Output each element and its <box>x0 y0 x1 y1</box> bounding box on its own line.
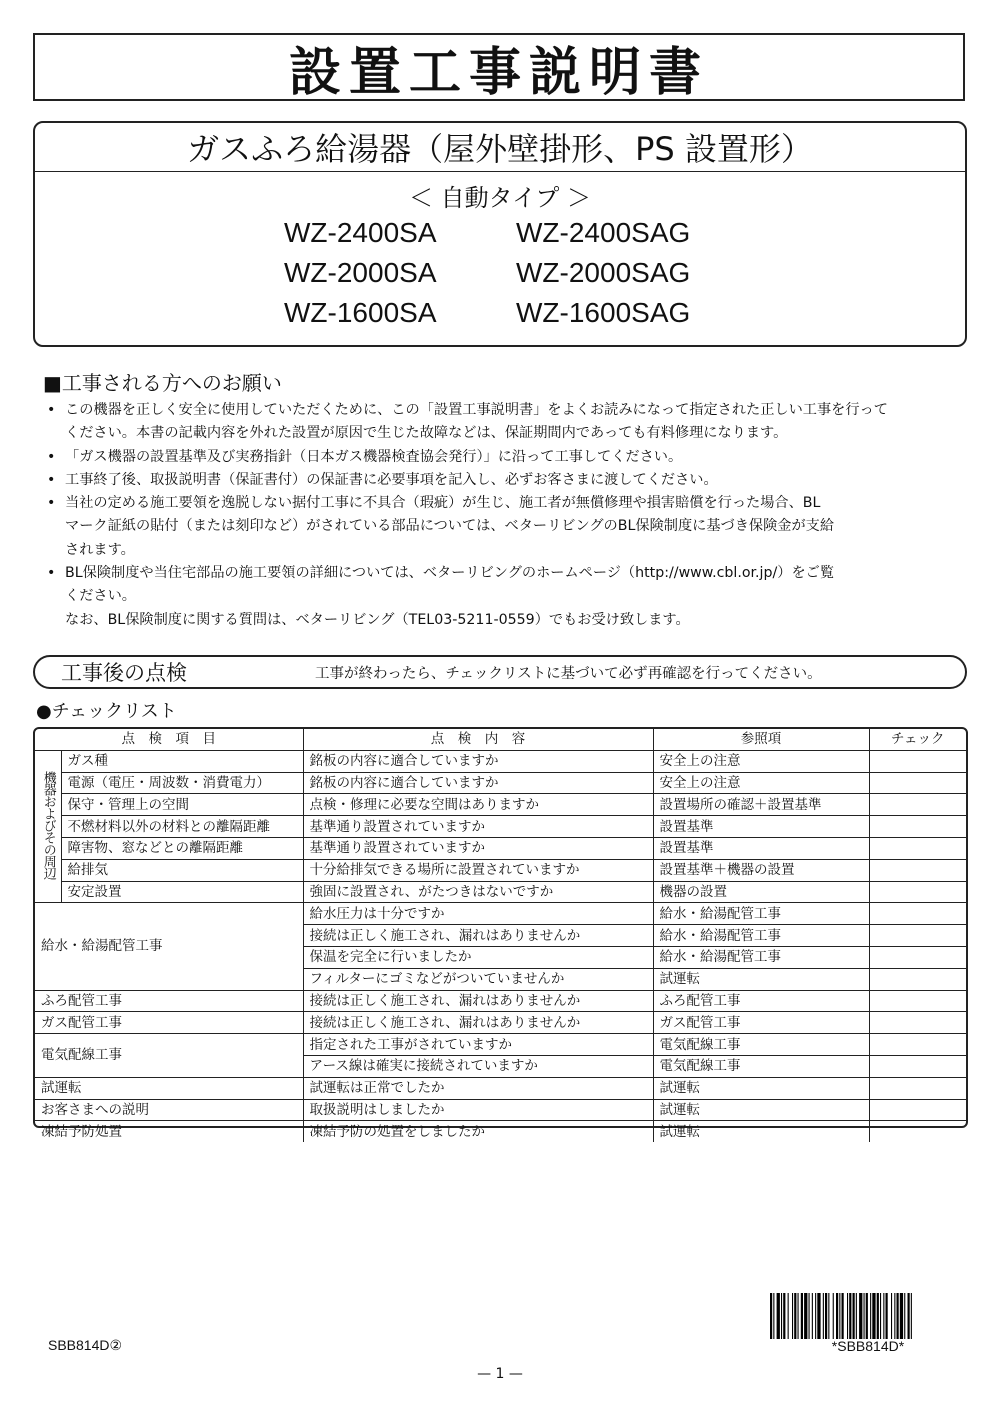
product-info-box <box>33 121 967 347</box>
barcode-bar <box>794 1293 796 1339</box>
barcode-bar <box>783 1293 785 1339</box>
check-item: 給排気 <box>61 859 303 881</box>
barcode-bar <box>883 1293 884 1339</box>
product-type: ＜ 自動タイプ ＞ <box>408 184 592 212</box>
barcode-bar <box>897 1293 899 1339</box>
header-content: 点 検 内 容 <box>303 729 653 750</box>
table-row <box>35 837 966 859</box>
table-row <box>35 881 966 903</box>
check-cell <box>869 1099 966 1121</box>
check-cell <box>869 925 966 947</box>
check-cell <box>869 903 966 925</box>
check-reference: 安全上の注意 <box>653 750 869 772</box>
table-row <box>35 794 966 816</box>
check-cell <box>869 794 966 816</box>
barcode-bar <box>900 1293 903 1339</box>
check-cell <box>869 816 966 838</box>
check-item: 給水・給湯配管工事 <box>35 903 303 990</box>
barcode-bar <box>891 1293 892 1339</box>
check-reference: 試運転 <box>653 1099 869 1121</box>
header-reference: 参照項 <box>653 729 869 750</box>
barcode-bar <box>809 1293 810 1339</box>
check-content: 接続は正しく施工され、漏れはありませんか <box>303 990 653 1012</box>
barcode-bar <box>788 1293 789 1339</box>
check-reference: ふろ配管工事 <box>653 990 869 1012</box>
barcode-image <box>770 1293 966 1339</box>
request-item-line: マーク証紙の貼付（または刻印など）がされている部品については、ベターリビングのBL保険制度に基づき保険金が支給 <box>65 518 835 535</box>
check-item: 試運転 <box>35 1077 303 1099</box>
check-reference: 設置基準＋機器の設置 <box>653 859 869 881</box>
check-cell <box>869 968 966 990</box>
check-reference: 試運転 <box>653 1077 869 1099</box>
check-cell <box>869 750 966 772</box>
group-label-cell <box>35 750 61 903</box>
document-title-box <box>33 33 965 101</box>
check-reference: 給水・給湯配管工事 <box>653 946 869 968</box>
check-content: 基準通り設置されていますか <box>303 816 653 838</box>
check-content: 取扱説明はしましたか <box>303 1099 653 1121</box>
barcode-bar <box>770 1293 772 1339</box>
header-check: チェック <box>869 729 966 750</box>
check-reference: 電気配線工事 <box>653 1055 869 1077</box>
check-content: 基準通り設置されていますか <box>303 837 653 859</box>
model-list <box>35 214 965 332</box>
check-cell <box>869 772 966 794</box>
check-item: 保守・管理上の空間 <box>61 794 303 816</box>
check-item: ガス種 <box>61 750 303 772</box>
barcode-bar <box>894 1293 895 1339</box>
request-item-line: ください。 <box>65 588 136 605</box>
request-item-line: • この機器を正しく安全に使用していただくために、この「設置工事説明書」をよくお読みになって指定された正しい工事を行って <box>65 402 888 418</box>
check-reference: 試運転 <box>653 968 869 990</box>
check-reference: 設置基準 <box>653 816 869 838</box>
table-row <box>35 750 966 772</box>
check-item: お客さまへの説明 <box>35 1099 303 1121</box>
request-item-line: • 当社の定める施工要領を逸脱しない据付工事に不具合（瑕疵）が生じ、施工者が無償修理や損害賠償を行った場合、BL <box>65 495 821 512</box>
barcode-bar <box>777 1293 780 1339</box>
page-number: — 1 — <box>477 1366 523 1382</box>
barcode-bar <box>856 1293 857 1339</box>
check-content: 凍結予防の処置をしましたか <box>303 1121 653 1142</box>
check-cell <box>869 859 966 881</box>
barcode-bar <box>798 1293 799 1339</box>
check-cell <box>869 1034 966 1056</box>
check-reference: 設置基準 <box>653 837 869 859</box>
table-row <box>35 1099 966 1121</box>
barcode-bar <box>828 1293 829 1339</box>
barcode-bar <box>886 1293 888 1339</box>
model-number: WZ-2000SA <box>284 257 437 288</box>
inspection-note: 工事が終わったら、チェックリストに基づいて必ず再確認を行ってください。 <box>315 665 822 682</box>
request-item-line: されます。 <box>65 541 135 558</box>
check-content: 強固に設置され、がたつきはないですか <box>303 881 653 903</box>
check-cell <box>869 1077 966 1099</box>
request-heading: ■工事される方へのお願い <box>43 371 282 395</box>
request-item-line: • BL保険制度や当住宅部品の施工要領の詳細については、ベターリビングのホームページ（http://www.cbl.or.jp/）をご覧 <box>65 565 835 582</box>
check-item: ガス配管工事 <box>35 1012 303 1034</box>
check-content: 接続は正しく施工され、漏れはありませんか <box>303 925 653 947</box>
table-header-row <box>35 729 966 750</box>
check-reference: 設置場所の確認＋設置基準 <box>653 794 869 816</box>
request-item-line: なお、BL保険制度に関する質問は、ベターリビング（TEL03-5211-0559）でもお受け致します。 <box>65 611 690 628</box>
model-number: WZ-1600SAG <box>516 297 691 328</box>
request-item-line: ください。本書の記載内容を外れた設置が原因で生じた故障などは、保証期間内であっても有料修理になります。 <box>65 425 788 442</box>
check-content: 点検・修理に必要な空間はありますか <box>303 794 653 816</box>
check-content: 銘板の内容に適合していますか <box>303 772 653 794</box>
barcode-bar <box>792 1293 793 1339</box>
barcode-bar <box>904 1293 905 1339</box>
inspection-banner <box>33 655 967 689</box>
request-item <box>45 609 965 632</box>
table-row <box>35 816 966 838</box>
model-number: WZ-1600SA <box>284 297 437 328</box>
table-row <box>35 1034 966 1056</box>
check-content: 指定された工事がされていますか <box>303 1034 653 1056</box>
check-reference: ガス配管工事 <box>653 1012 869 1034</box>
table-row <box>35 990 966 1012</box>
checklist-heading: ●チェックリスト <box>36 701 177 722</box>
barcode-bar <box>870 1293 871 1339</box>
barcode-bar <box>773 1293 774 1339</box>
barcode-bar <box>823 1293 824 1339</box>
table-row <box>35 772 966 794</box>
check-item: 障害物、窓などとの離隔距離 <box>61 837 303 859</box>
check-item: 不燃材料以外の材料との離隔距離 <box>61 816 303 838</box>
check-reference: 給水・給湯配管工事 <box>653 925 869 947</box>
check-item: 凍結予防処置 <box>35 1121 303 1142</box>
check-cell <box>869 990 966 1012</box>
check-content: 試運転は正常でしたか <box>303 1077 653 1099</box>
table-row <box>35 1012 966 1034</box>
check-reference: 電気配線工事 <box>653 1034 869 1056</box>
check-cell <box>869 1012 966 1034</box>
request-item-line: • 工事終了後、取扱説明書（保証書付）の保証書に必要事項を記入し、必ずお客さまに渡してください。 <box>65 471 718 488</box>
barcode-bar <box>872 1293 875 1339</box>
barcode-bar <box>849 1293 851 1339</box>
barcode-bar <box>812 1293 813 1339</box>
table-row <box>35 903 966 925</box>
barcode-label: *SBB814D* <box>831 1338 905 1354</box>
check-cell <box>869 1121 966 1142</box>
barcode-bar <box>853 1293 855 1339</box>
check-cell <box>869 837 966 859</box>
barcode-bar <box>781 1293 782 1339</box>
barcode-bar <box>836 1293 838 1339</box>
check-reference: 試運転 <box>653 1121 869 1142</box>
check-content: フィルターにゴミなどがついていませんか <box>303 968 653 990</box>
model-number: WZ-2000SAG <box>516 257 691 288</box>
table-row <box>35 859 966 881</box>
checklist-table <box>33 727 968 1140</box>
barcode-bar <box>911 1293 912 1339</box>
check-reference: 安全上の注意 <box>653 772 869 794</box>
barcode-bar <box>839 1293 840 1339</box>
request-item <box>45 469 965 492</box>
barcode-bar <box>859 1293 862 1339</box>
barcode-bar <box>815 1293 816 1339</box>
check-reference: 給水・給湯配管工事 <box>653 903 869 925</box>
check-cell <box>869 881 966 903</box>
product-name: ガスふろ給湯器（屋外壁掛形、PS 設置形） <box>35 123 965 172</box>
check-cell <box>869 946 966 968</box>
check-item: ふろ配管工事 <box>35 990 303 1012</box>
document-title: 設置工事説明書 <box>288 42 709 103</box>
request-item <box>45 446 965 469</box>
barcode-bar <box>833 1293 834 1339</box>
inspection-title: 工事後の点検 <box>61 661 187 685</box>
barcode-bar <box>804 1293 807 1339</box>
barcode-bar <box>864 1293 865 1339</box>
barcode-bar <box>877 1293 879 1339</box>
check-item: 電源（電圧・周波数・消費電力） <box>61 772 303 794</box>
check-content: アース線は確実に接続されていますか <box>303 1055 653 1077</box>
barcode-bar <box>908 1293 910 1339</box>
group-label: 機器およびその周辺 <box>40 770 56 879</box>
check-item: 安定設置 <box>61 881 303 903</box>
barcode-bar <box>842 1293 844 1339</box>
check-item: 電気配線工事 <box>35 1034 303 1078</box>
request-list <box>45 399 965 632</box>
barcode-bar <box>866 1293 868 1339</box>
check-reference: 機器の設置 <box>653 881 869 903</box>
check-content: 給水圧力は十分ですか <box>303 903 653 925</box>
check-cell <box>869 1055 966 1077</box>
model-number: WZ-2400SAG <box>516 217 691 248</box>
checklist-body <box>35 729 966 1142</box>
table-row <box>35 1077 966 1099</box>
barcode-bar <box>801 1293 803 1339</box>
model-number: WZ-2400SA <box>284 217 437 248</box>
request-item-line: • 「ガス機器の設置基準及び実務指針（日本ガス機器検査協会発行）」に沿って工事してください。 <box>65 448 683 465</box>
table-row <box>35 1121 966 1142</box>
barcode-bar <box>825 1293 827 1339</box>
request-item <box>45 492 965 562</box>
check-content: 接続は正しく施工され、漏れはありませんか <box>303 1012 653 1034</box>
check-content: 銘板の内容に適合していますか <box>303 750 653 772</box>
header-item: 点 検 項 目 <box>35 729 303 750</box>
document-code: SBB814D② <box>48 1337 123 1353</box>
request-item <box>45 562 965 609</box>
check-content: 十分給排気できる場所に設置されていますか <box>303 859 653 881</box>
request-item <box>45 399 965 446</box>
barcode-bar <box>817 1293 820 1339</box>
check-content: 保温を完全に行いましたか <box>303 946 653 968</box>
barcode-bar <box>847 1293 848 1339</box>
barcode-bar <box>880 1293 881 1339</box>
